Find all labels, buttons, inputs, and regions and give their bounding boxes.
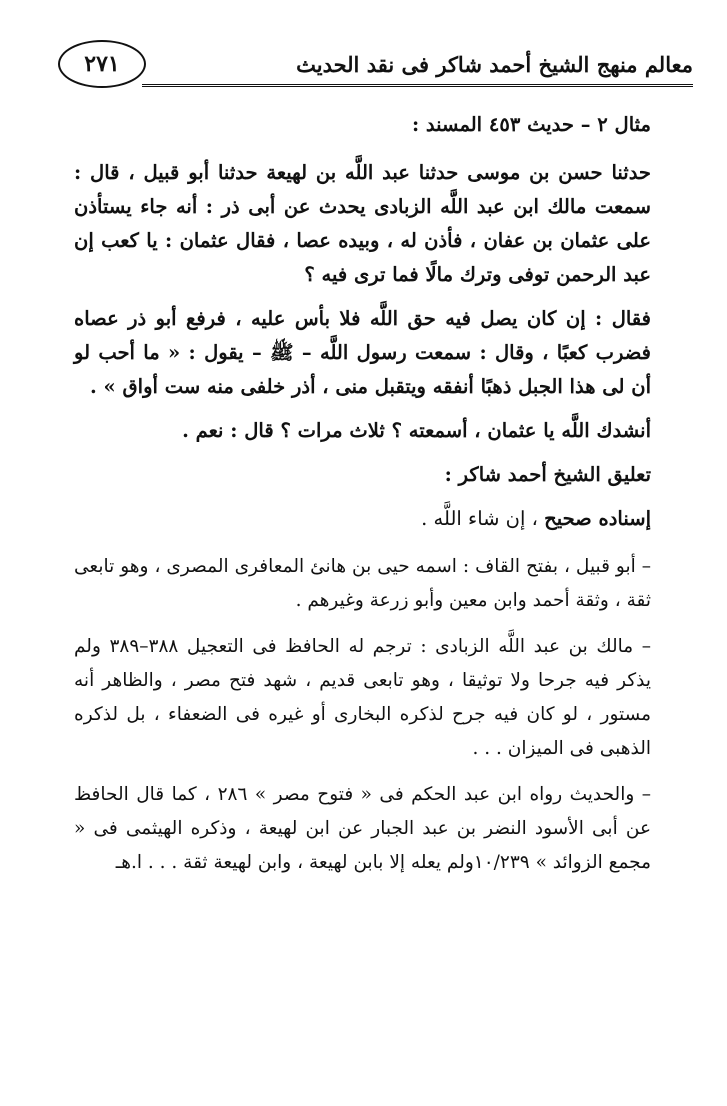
example-title: مثال ٢ – حديث ٤٥٣ المسند : [411,113,651,136]
hadith-paragraph-1: حدثنا حسن بن موسى حدثنا عبد اللَّه بن لهيعة حدثنا أبو قبيل ، قال : سمعت مالك ابن عبد اللَّه الزبادى يحدث عن أبى ذر : أنه جاء يستأذن على عثمان بن عفان ، فأذن له ، وبيده عصا ، فقال عثمان : يا كعب إن عبد الرحمن توفى وترك مالًا فما ترى فيه ؟ [74,161,651,286]
page-number: ٢٧١ [84,51,120,77]
commentary-heading: تعليق الشيخ أحمد شاكر : [444,463,651,486]
commentary-note-1: – أبو قبيل ، بفتح القاف : اسمه حيى بن هانئ المعافرى المصرى ، وهو تابعى ثقة ، وثقة أحمد وابن معين وأبو زرعة وغيرهم . [74,556,651,611]
running-title: معالم منهج الشيخ أحمد شاكر فى نقد الحديث [296,52,693,77]
page-number-oval [58,40,146,88]
verdict-rest: ، إن شاء اللَّه . [421,507,545,530]
verdict-bold: إسناده صحيح [544,507,651,530]
hadith-paragraph-2: فقال : إن كان يصل فيه حق اللَّه فلا بأس عليه ، فرفع أبو ذر عصاه فضرب كعبًا ، وقال : سمعت رسول اللَّه – ﷺ – يقول : « ما أحب لو أن لى هذا الجبل ذهبًا أنفقه ويتقبل منى ، أذر خلفى منه ست أواق » . [74,307,651,398]
hadith-paragraph-3: أنشدك اللَّه يا عثمان ، أسمعته ؟ ثلاث مرات ؟ قال : نعم . [182,419,651,442]
header-rule [142,84,693,87]
page-body [74,108,651,880]
commentary-note-2: – مالك بن عبد اللَّه الزبادى : ترجم له الحافظ فى التعجيل ٣٨٨–٣٨٩ ولم يذكر فيه جرحا ولا توثيقا ، وهو تابعى قديم ، شهد فتح مصر ، والظاهر أنه مستور ، لو كان فيه جرح لذكره البخارى أو غيره فى الضعفاء ، بل لذكره الذهبى فى الميزان . . . [74,636,651,759]
commentary-note-3: – والحديث رواه ابن عبد الحكم فى « فتوح مصر » ٢٨٦ ، كما قال الحافظ عن أبى الأسود النضر بن عبد الجبار عن ابن لهيعة ، وذكره الهيثمى فى « مجمع الزوائد » ١٠/٢٣٩ولم يعله إلا بابن لهيعة ، وابن لهيعة ثقة . . . ا.هـ [74,784,651,873]
page-header [58,38,693,94]
verdict-line [74,502,651,536]
